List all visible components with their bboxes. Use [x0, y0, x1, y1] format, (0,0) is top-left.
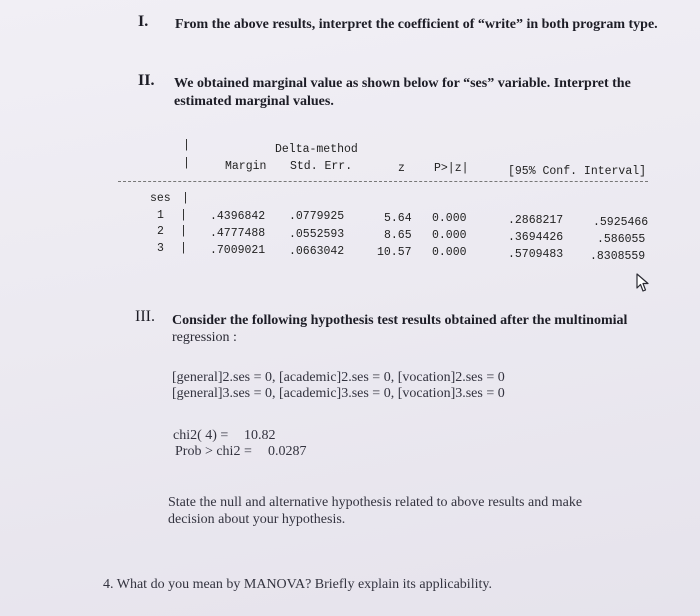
q2-line2: estimated marginal values. — [174, 94, 334, 109]
col-std-err: Std. Err. — [290, 160, 353, 173]
chi2-value: 10.82 — [244, 428, 276, 443]
col-margin: Margin — [225, 160, 267, 173]
q1-number: I. — [138, 13, 149, 30]
row-level: 3 — [157, 242, 164, 255]
q3-task-line1: State the null and alternative hypothesis related to above results and make — [168, 495, 583, 510]
row-margin: .4396842 — [210, 210, 266, 223]
q3-line1: Consider the following hypothesis test results obtained after the multinomial — [172, 313, 628, 328]
table-divider — [118, 181, 648, 182]
q1-text: From the above results, interpret the coefficient of “write” in both program type. — [175, 17, 658, 32]
row-level: 1 — [157, 209, 164, 222]
row-std-err: .0663042 — [289, 245, 345, 258]
hypothesis-eq-1: [general]2.ses = 0, [academic]2.ses = 0, [vocation]2.ses = 0 — [172, 370, 505, 385]
table-sep: | — [182, 192, 189, 205]
q3-task-line2: decision about your hypothesis. — [168, 512, 346, 527]
row-level: 2 — [157, 225, 164, 238]
table-sep: | — [180, 242, 187, 255]
row-z: 10.57 — [377, 246, 412, 259]
q3-number: III. — [135, 308, 155, 325]
row-p: 0.000 — [432, 246, 467, 259]
row-p: 0.000 — [432, 212, 467, 225]
row-group-ses: ses — [150, 192, 171, 205]
row-p: 0.000 — [432, 229, 467, 242]
row-margin: .7009021 — [210, 244, 266, 257]
row-ci-low: .3694426 — [508, 231, 564, 244]
table-sep: | — [183, 157, 190, 170]
row-std-err: .0552593 — [289, 228, 345, 241]
row-z: 8.65 — [384, 229, 412, 242]
col-z: z — [398, 162, 405, 175]
q2-number: II. — [138, 72, 155, 89]
hypothesis-eq-2: [general]3.ses = 0, [academic]3.ses = 0, [vocation]3.ses = 0 — [172, 386, 505, 401]
prob-label: Prob > chi2 = — [175, 444, 252, 459]
q4-text: 4. What do you mean by MANOVA? Briefly explain its applicability. — [103, 577, 492, 592]
table-sep: | — [180, 209, 187, 222]
row-ci-high: .5925466 — [593, 216, 649, 229]
row-ci-high: .586055 — [597, 233, 646, 246]
col-conf-interval: [95% Conf. Interval] — [508, 165, 647, 178]
row-ci-high: .8308559 — [590, 250, 646, 263]
cursor-arrow-icon — [636, 273, 650, 293]
q3-line2: regression : — [172, 330, 237, 345]
row-std-err: .0779925 — [289, 210, 345, 223]
table-header-top: Delta-method — [275, 143, 358, 156]
prob-value: 0.0287 — [268, 444, 307, 459]
row-margin: .4777488 — [210, 227, 266, 240]
chi2-label: chi2( 4) = — [173, 428, 229, 443]
table-sep: | — [180, 225, 187, 238]
q2-line1: We obtained marginal value as shown below for “ses” variable. Interpret the — [174, 76, 631, 91]
row-ci-low: .2868217 — [508, 214, 564, 227]
table-sep: | — [183, 139, 190, 152]
col-p: P>|z| — [434, 162, 469, 175]
row-z: 5.64 — [384, 212, 412, 225]
row-ci-low: .5709483 — [508, 248, 564, 261]
